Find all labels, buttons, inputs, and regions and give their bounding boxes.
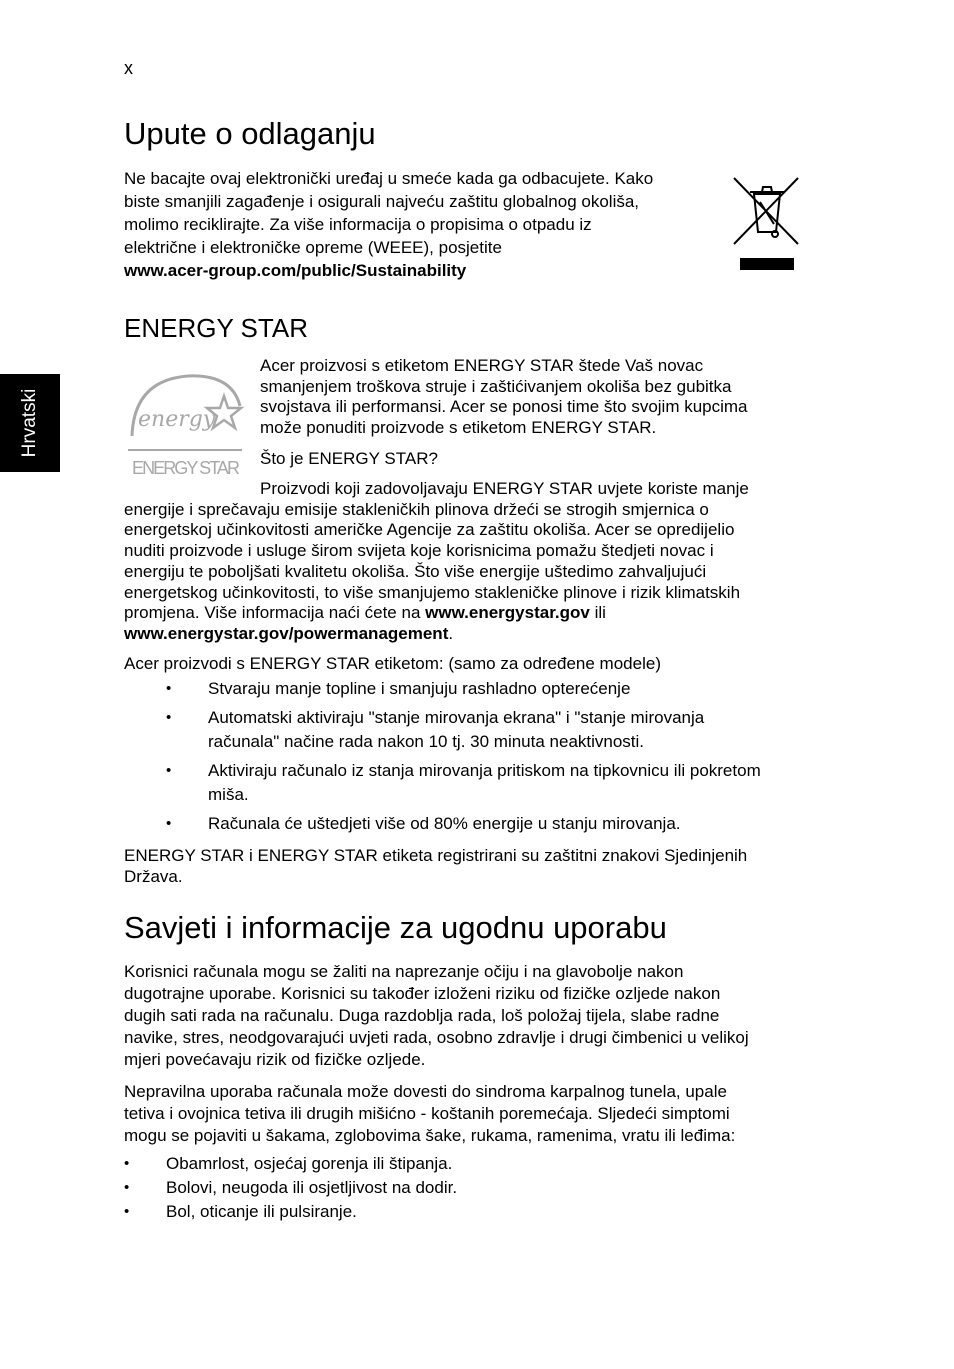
energy-products-intro: Acer proizvodi s ENERGY STAR etiketom: (samo za određene modele) <box>124 654 661 673</box>
energy-answer-line <box>124 624 824 645</box>
list-item <box>124 812 824 836</box>
bullet-icon: • <box>166 709 172 726</box>
energy-bullet-list <box>124 677 824 836</box>
bullet-line: Obamrlost, osjećaj gorenja ili štipanja. <box>166 1154 453 1173</box>
comfort-heading: Savjeti i informacije za ugodnu uporabu <box>124 910 667 945</box>
disposal-line: biste smanjili zagađenje i osigurali najveću zaštitu globalnog okoliša, <box>124 192 640 211</box>
bullet-line: Stvaraju manje topline i smanjuju rashladno opterećenje <box>208 679 631 698</box>
disposal-text <box>124 167 724 282</box>
bullet-line: miša. <box>208 785 249 804</box>
list-item <box>124 1176 824 1200</box>
comfort-line: dugotrajne uporabe. Korisnici su također izloženi riziku od fizičke ozljede nakon <box>124 984 721 1003</box>
link-separator: ili <box>589 603 606 623</box>
disposal-line: molimo reciklirajte. Za više informacija o propisima o otpadu iz <box>124 215 592 234</box>
comfort-paragraph-2 <box>124 1081 824 1147</box>
list-item <box>124 677 824 701</box>
energy-answer <box>124 479 824 645</box>
comfort-line: navike, stres, neodgovarajući uvjeti rada, osobno zdravlje i drugi čimbenici u velikoj <box>124 1028 749 1047</box>
energy-answer-line: Proizvodi koji zadovoljavaju ENERGY STAR uvjete koriste manje <box>260 479 749 498</box>
list-item <box>124 1200 824 1224</box>
crossed-out-wheelie-bin-icon <box>730 174 804 274</box>
energy-answer-line: energetskoj učinkovitosti američke Agencije za zaštitu okoliša. Acer se opredijelio <box>124 520 735 540</box>
comfort-line: dugih sati rada na računalu. Duga razdoblja rada, loš položaj tijela, slabe radne <box>124 1006 720 1025</box>
language-tab-label: Hrvatski <box>19 388 40 458</box>
energy-logo-script: energy <box>138 407 216 432</box>
bullet-line: Računala će uštedjeti više od 80% energije u stanju mirovanja. <box>208 814 681 833</box>
bullet-line: Bolovi, neugoda ili osjetljivost na dodir. <box>166 1178 458 1197</box>
energy-answer-line: nuditi proizvode i usluge širom svijeta koje korisnicima pomažu štedjeti novac i <box>124 541 714 561</box>
sustainability-link[interactable]: www.acer-group.com/public/Sustainability <box>124 261 467 280</box>
comfort-line: mogu se pojaviti u šakama, zglobovima šake, rukama, ramenima, vratu ili leđima: <box>124 1126 736 1145</box>
energy-answer-line: energije i sprečavaju emisije stakleničkih plinova držeći se strogih smjernica o <box>124 499 709 519</box>
energy-answer-line <box>124 603 824 624</box>
page-number: x <box>124 58 133 78</box>
bullet-line: računala" načine rada nakon 10 tj. 30 minuta neaktivnosti. <box>208 732 645 751</box>
energy-question: Što je ENERGY STAR? <box>260 449 438 468</box>
bullet-line: Bol, oticanje ili pulsiranje. <box>166 1202 357 1221</box>
bullet-icon: • <box>124 1203 130 1220</box>
disposal-line: Ne bacajte ovaj elektronički uređaj u smeće kada ga odbacujete. Kako <box>124 169 654 188</box>
list-item <box>124 1152 824 1176</box>
language-side-tab <box>0 374 60 472</box>
comfort-line: Nepravilna uporaba računala može dovesti do sindroma karpalnog tunela, upale <box>124 1082 727 1101</box>
bullet-icon: • <box>166 762 172 779</box>
bullet-line: Automatski aktiviraju "stanje mirovanja ekrana" i "stanje mirovanja <box>208 708 705 727</box>
disposal-heading: Upute o odlaganju <box>124 116 376 151</box>
energy-answer-line: energiju te poboljšati kvalitetu okoliša. Što više energije uštedimo zahvaljujući <box>124 561 707 581</box>
trademark-text <box>124 846 824 887</box>
energy-intro <box>260 356 820 439</box>
symptom-bullet-list <box>124 1152 824 1224</box>
bullet-line: Aktiviraju računalo iz stanja mirovanja pritiskom na tipkovnicu ili pokretom <box>208 761 761 780</box>
comfort-line: Korisnici računala mogu se žaliti na naprezanje očiju i na glavobolje nakon <box>124 962 684 981</box>
comfort-line: tetiva i ovojnica tetiva ili drugih mišićno - koštanih poremećaja. Sljedeći simptomi <box>124 1104 730 1123</box>
disposal-line: električne i elektroničke opreme (WEEE), posjetite <box>124 238 502 257</box>
energy-intro-line: smanjenjem troškova struje i zaštićivanjem okoliša bez gubitka <box>260 376 732 396</box>
link-end: . <box>448 623 454 643</box>
energystar-link[interactable]: www.energystar.gov <box>425 603 590 623</box>
bullet-icon: • <box>124 1179 130 1196</box>
bullet-icon: • <box>124 1155 130 1172</box>
comfort-line: mjeri povećavaju rizik od fizičke ozljede. <box>124 1050 426 1069</box>
energy-answer-line: energetskog učinkovitosti, to više smanjujemo stakleničke plinove i rizik klimatskih <box>124 582 741 602</box>
energy-star-logo <box>124 362 246 480</box>
list-item <box>124 706 824 754</box>
bullet-icon: • <box>166 680 172 697</box>
bullet-icon: • <box>166 815 172 832</box>
list-item <box>124 759 824 807</box>
trademark-line: ENERGY STAR i ENERGY STAR etiketa registrirani su zaštitni znakovi Sjedinjenih <box>124 846 748 865</box>
energy-answer-prefix: promjena. Više informacija naći ćete na <box>124 603 426 623</box>
energy-intro-line: svojstava ili performansi. Acer se ponosi time što svojim kupcima <box>260 397 748 417</box>
energy-intro-line: Acer proizvosi s etiketom ENERGY STAR štede Vaš novac <box>260 356 704 375</box>
energy-intro-line: može ponuditi proizvode s etiketom ENERGY STAR. <box>260 418 657 438</box>
energy-star-heading: ENERGY STAR <box>124 313 308 343</box>
trademark-line: Država. <box>124 866 183 886</box>
energy-logo-label: ENERGY STAR <box>132 458 240 478</box>
comfort-paragraph-1 <box>124 961 824 1071</box>
powermanagement-link[interactable]: www.energystar.gov/powermanagement <box>124 623 449 643</box>
